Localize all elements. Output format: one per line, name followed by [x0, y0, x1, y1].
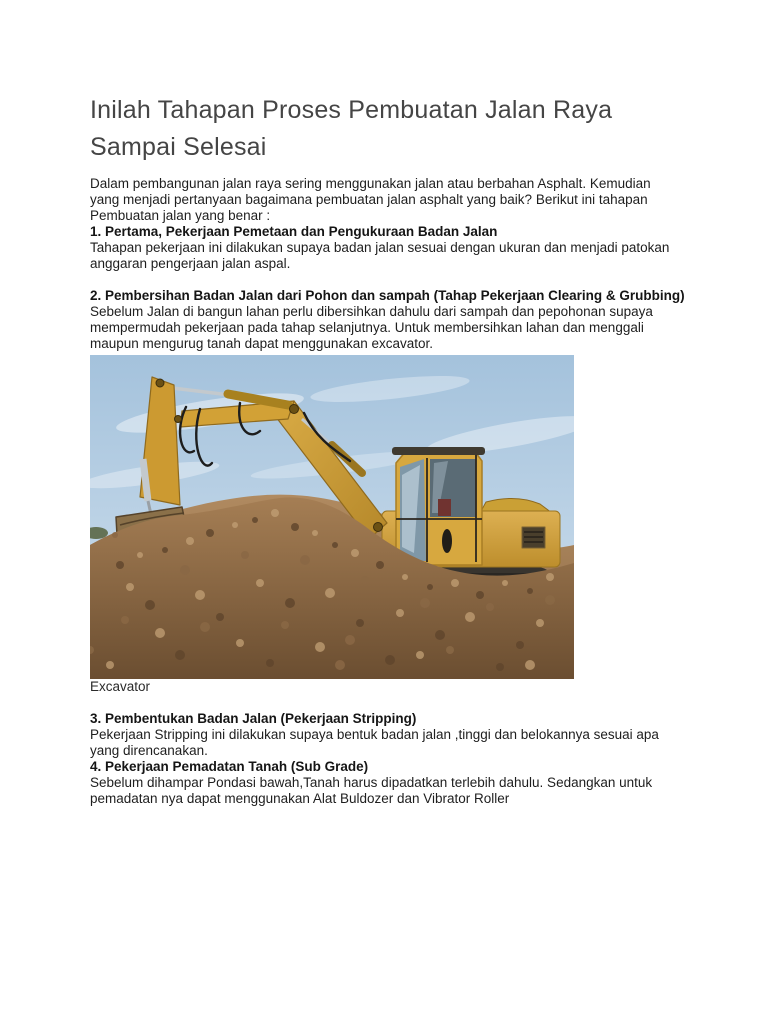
cab-door-window [442, 529, 452, 553]
section-2-heading: 2. Pembersihan Badan Jalan dari Pohon dan sampah (Tahap Pekerjaan Clearing & Grubbing) [90, 288, 685, 303]
section-4-body: Sebelum dihampar Pondasi bawah,Tanah harus dipadatkan terlebih dahulu. Sedangkan untuk pemadatan nya dapat menggunakan Alat Buldozer dan Vibrator Roller [90, 775, 653, 806]
section-4-heading: 4. Pekerjaan Pemadatan Tanah (Sub Grade) [90, 759, 369, 774]
excavator-photo [90, 355, 574, 679]
document-content [90, 92, 685, 807]
bucket-cylinder [143, 459, 148, 501]
blank-line [90, 272, 682, 288]
blank-line [90, 695, 682, 711]
page-title: Inilah Tahapan Proses Pembuatan Jalan Raya Sampai Selesai [90, 96, 613, 161]
figure-caption: Excavator [90, 679, 151, 694]
intro-paragraph: Dalam pembangunan jalan raya sering menggunakan jalan atau berbahan Asphalt. Kemudian yang menjadi pertanyaan bagaimana pembuatan jalan asphalt yang baik? Berikut ini tahapan Pembuatan jalan yang benar : [90, 176, 651, 223]
excavator-illustration [90, 355, 574, 679]
section-3-heading: 3. Pembentukan Badan Jalan (Pekerjaan Stripping) [90, 711, 417, 726]
section-3-body: Pekerjaan Stripping ini dilakukan supaya bentuk badan jalan ,tinggi dan belokannya sesuai apa yang direncanakan. [90, 727, 659, 758]
section-2-body: Sebelum Jalan di bangun lahan perlu dibersihkan dahulu dari sampah dan pepohonan supaya mempermudah pekerjaan pada tahap selanjutnya. Untuk membersihkan lahan dan menggali maupun mengurug tanah dapat menggunakan excavator. [90, 304, 653, 351]
operator-seat [438, 499, 451, 516]
section-1-heading: 1. Pertama, Pekerjaan Pemetaan dan Pengukuraan Badan Jalan [90, 224, 498, 239]
cab-roof [392, 447, 485, 455]
section-1-body: Tahapan pekerjaan ini dilakukan supaya badan jalan sesuai dengan ukuran dan menjadi patokan anggaran pengerjaan jalan aspal. [90, 240, 670, 271]
